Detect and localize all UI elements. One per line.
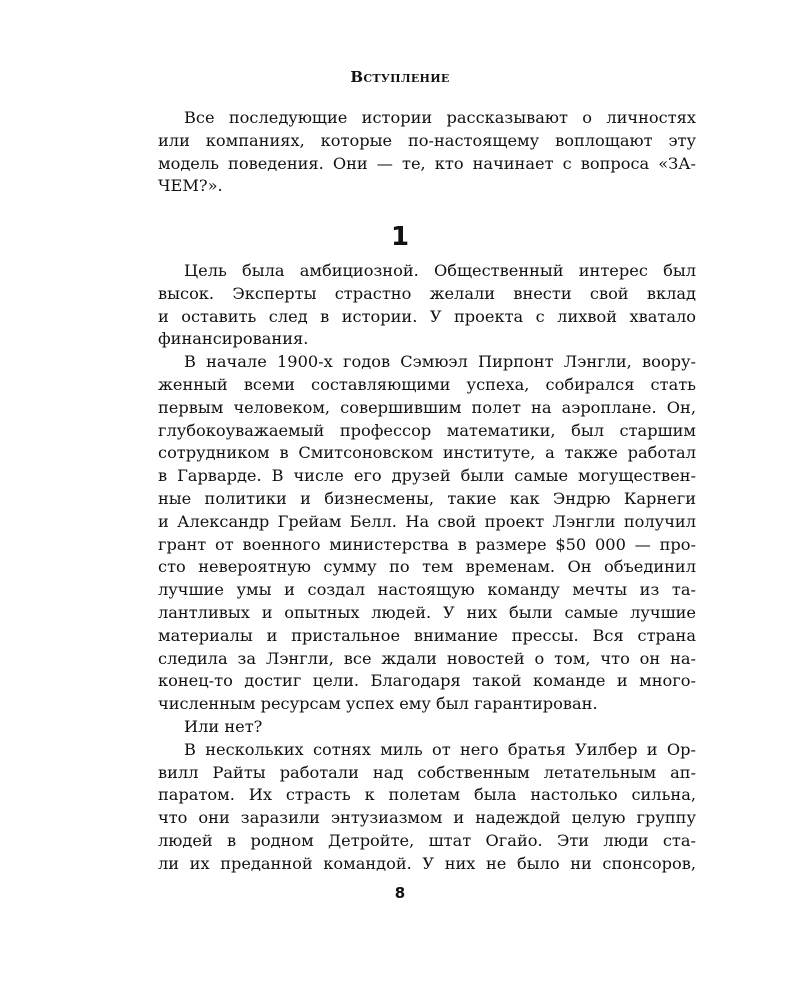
intro-line: модель поведения. Они — те, кто начинает с вопроса «ЗА- <box>158 153 696 173</box>
paragraph-line: ные политики и бизнесмены, такие как Эндрю Карнеги <box>158 488 696 508</box>
paragraph-line: вилл Райты работали над собственным летательным ап- <box>158 762 696 782</box>
paragraph-line: людей в родном Детройте, штат Огайо. Эти люди ста- <box>158 830 696 850</box>
paragraph <box>158 739 696 876</box>
paragraph-line: лантливых и опытных людей. У них были самые лучшие <box>158 602 696 622</box>
intro-line: ЧЕМ?». <box>158 176 223 196</box>
page-number: 8 <box>394 884 406 902</box>
paragraph-line: в Гарварде. В числе его друзей были самые могуществен- <box>158 466 696 486</box>
paragraph-line: грант от военного министерства в размере $50 000 — про- <box>158 534 696 554</box>
paragraph <box>158 351 696 716</box>
paragraph-line: численным ресурсам успех ему был гарантирован. <box>158 694 598 714</box>
paragraph-line: Или нет? <box>184 716 263 736</box>
paragraph-line: конец-то достиг цели. Благодаря такой команде и много- <box>158 671 696 691</box>
paragraph-line: финансирования. <box>158 329 309 349</box>
paragraph-line: первым человеком, совершившим полет на аэроплане. Он, <box>158 397 696 417</box>
chapter-number: 1 <box>390 222 410 252</box>
intro-line: Все последующие истории рассказывают о личностях <box>184 108 696 127</box>
paragraph-line: лучшие умы и создал настоящую команду мечты из та- <box>158 580 696 600</box>
paragraph-line: и Александр Грейам Белл. На свой проект Лэнгли получил <box>158 511 696 531</box>
paragraph-line: материалы и пристальное внимание прессы. Вся страна <box>158 625 696 645</box>
paragraph-line: высок. Эксперты страстно желали внести свой вклад <box>158 283 696 303</box>
paragraph-line: что они заразили энтузиазмом и надеждой целую группу <box>158 808 696 828</box>
intro-line: или компаниях, которые по-настоящему воплощают эту <box>158 130 696 150</box>
paragraph-line: ли их преданной командой. У них не было ни спонсоров, <box>158 853 696 873</box>
paragraph-line: женный всеми составляющими успеха, собирался стать <box>158 374 696 394</box>
intro-paragraph <box>158 107 696 198</box>
running-head: Вступление <box>350 68 450 86</box>
paragraph <box>158 716 696 739</box>
paragraph-line: глубокоуважаемый профессор математики, был старшим <box>158 420 696 440</box>
paragraph-line: следила за Лэнгли, все ждали новостей о том, что он на- <box>158 648 696 668</box>
paragraph-line: сотрудником в Смитсоновском институте, а также работал <box>158 443 696 463</box>
paragraph <box>158 260 696 351</box>
paragraph-line: паратом. Их страсть к полетам была настолько сильна, <box>158 785 696 805</box>
chapter-body <box>158 260 696 876</box>
paragraph-line: Цель была амбициозной. Общественный интерес был <box>184 261 696 280</box>
paragraph-line: В начале 1900-х годов Сэмюэл Пирпонт Лэнгли, воору- <box>184 352 696 372</box>
paragraph-line: сто невероятную сумму по тем временам. Он объединил <box>158 557 696 577</box>
paragraph-line: В нескольких сотнях миль от него братья Уилбер и Ор- <box>184 739 696 759</box>
paragraph-line: и оставить след в истории. У проекта с лихвой хватало <box>158 306 696 326</box>
